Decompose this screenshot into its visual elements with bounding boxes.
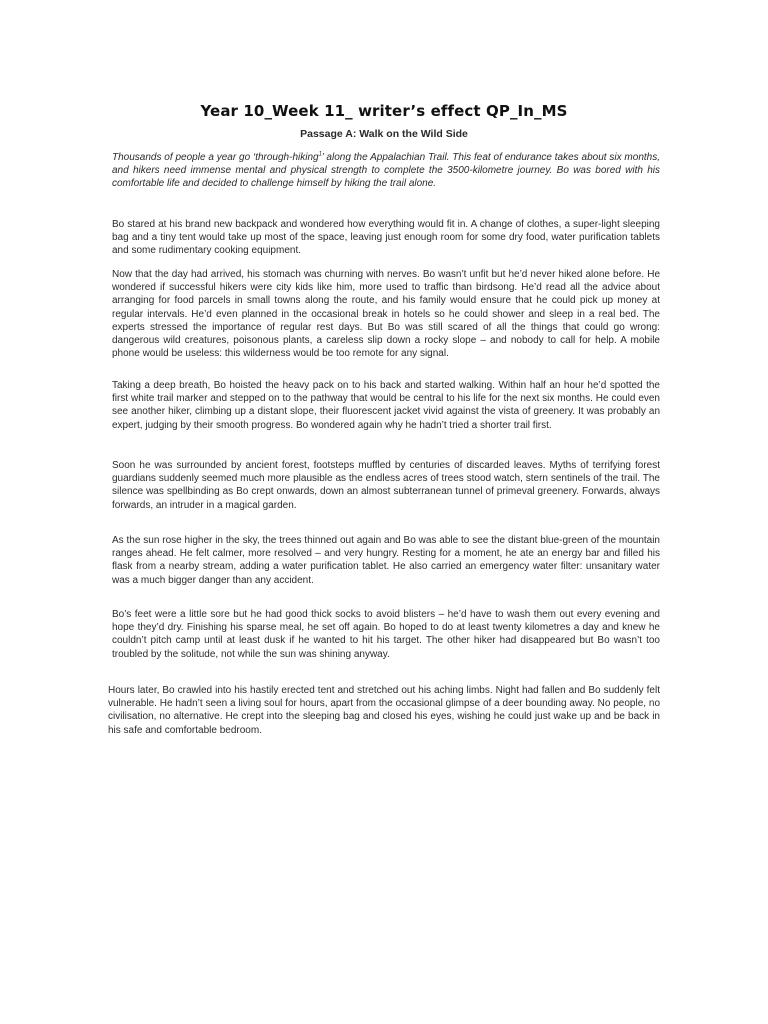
paragraph-night: Hours later, Bo crawled into his hastily erected tent and stretched out his aching limbs. Night had fallen and Bo suddenly felt vulnerable. He hadn’t seen a living soul for hours, apart from the occasional glimpse of a deer bounding away. No people, no civilisation, no alternative. He crept into the sleeping bag and closed his eyes, wishing he could just wake up and be back in his safe and comfortable bedroom.	[108, 685, 660, 736]
paragraph-nerves: Now that the day had arrived, his stomach was churning with nerves. Bo wasn’t unfit but he’d never hiked alone before. He wondered if successful hikers were city kids like him, more used to traffic than birdsong. He’d read all the advice about arranging for food parcels in small towns along the route, and his family would ensure that he could pick up money at regular intervals. He’d even planned in the occasional break in hotels so he could shower and sleep in a real bed. The experts stressed the importance of regular rest days. But Bo was still scared of all the things that could go wrong: dangerous wild creatures, poisonous plants, a careless slip down a rocky slope – and nobody to call for help. A mobile phone would be useless: this wilderness would be too remote for any signal.	[112, 269, 660, 360]
paragraph-start-walking: Taking a deep breath, Bo hoisted the heavy pack on to his back and started walking. Within half an hour he’d spotted the first white trail marker and stepped on to the pathway that would be central to his life for the next six months. He could even see another hiker, climbing up a distant slope, their fluorescent jacket vivid against the vista of greenery. It was probably an expert, judging by their smooth progress. Bo wondered again why he hadn’t tried a shorter trail first.	[112, 380, 660, 431]
footnote-mark: 1	[318, 151, 322, 158]
paragraph-sore-feet: Bo’s feet were a little sore but he had good thick socks to avoid blisters – he’d have to wash them out every evening and hope they’d dry. Finishing his sparse meal, he set off again. Bo hoped to do at least twenty kilometres a day and knew he couldn’t pitch camp until at least dusk if he wanted to hit his target. The other hiker had disappeared but Bo wasn’t too troubled by the solitude, not while the sun was shining anyway.	[112, 609, 660, 660]
paragraph-forest: Soon he was surrounded by ancient forest, footsteps muffled by centuries of discarded leaves. Myths of terrifying forest guardians suddenly seemed much more plausible as the endless acres of trees stood watch, stern sentinels of the trail. The silence was spellbinding as Bo crept onwards, down an almost subterranean tunnel of primeval greenery. Forwards, always forwards, an intruder in a magical garden.	[112, 460, 660, 511]
document-title: Year 10_Week 11_ writer’s effect QP_In_MS	[200, 102, 568, 121]
intro-text-end: ’ along the Appalachian Trail. This feat of endurance takes about six months, and hikers need immense mental and physical strength to complete the 3500-kilometre journey. Bo was bored with his comfortable life and decided to challenge himself by hiking the trail alone.	[112, 152, 660, 190]
intro-text-start: Thousands of people a year go ‘through-hiking	[112, 152, 319, 163]
paragraph-mountains: As the sun rose higher in the sky, the trees thinned out again and Bo was able to see the distant blue-green of the mountain ranges ahead. He felt calmer, more resolved – and very hungry. Resting for a moment, he ate an energy bar and filled his flask from a nearby stream, adding a water purification tablet. He also carried an emergency water filter: unsanitary water was a much bigger danger than any accident.	[112, 535, 660, 586]
paragraph-backpack: Bo stared at his brand new backpack and wondered how everything would fit in. A change of clothes, a super-light sleeping bag and a tiny tent would take up most of the space, leaving just enough room for some dry food, water purification tablets and some rudimentary cooking equipment.	[112, 219, 660, 257]
passage-heading: Passage A: Walk on the Wild Side	[300, 128, 468, 140]
intro-paragraph	[112, 151, 660, 191]
